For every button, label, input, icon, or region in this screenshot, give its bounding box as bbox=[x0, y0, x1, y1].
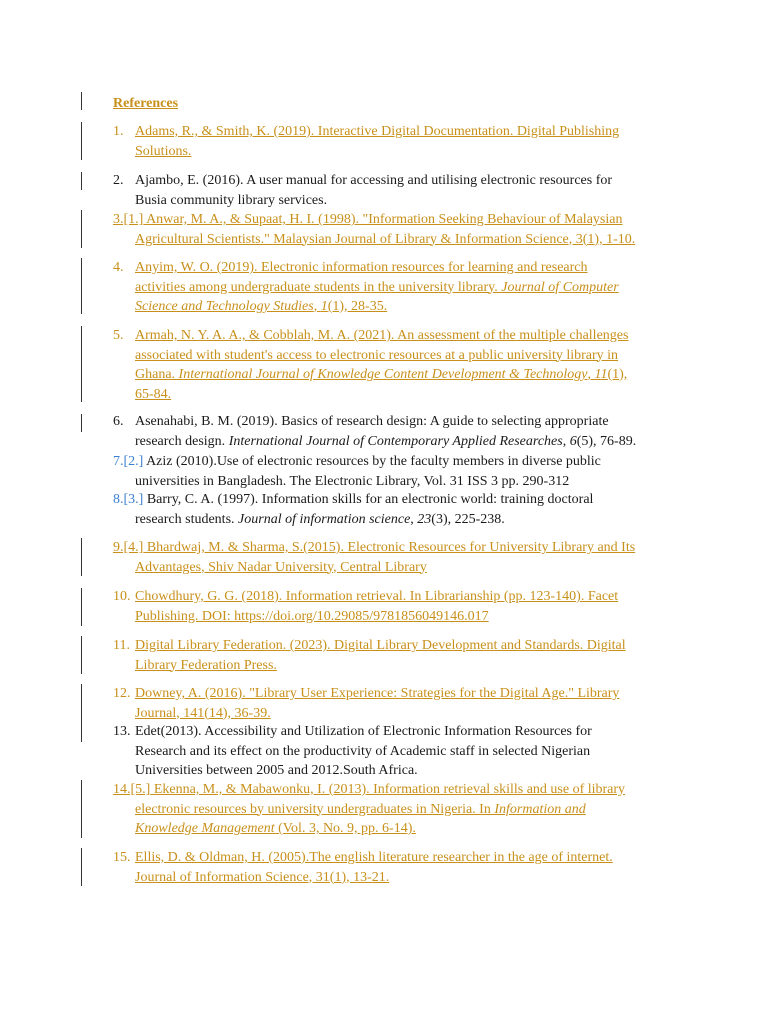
reference-number: 3.[1.] bbox=[113, 212, 144, 227]
change-bar bbox=[81, 210, 82, 248]
reference-text: Digital Library Federation. (2023). Digital Library Development and Standards. Digital bbox=[135, 638, 626, 653]
reference-text: activities among undergraduate students in the university library. bbox=[135, 279, 502, 295]
reference-item bbox=[113, 490, 683, 529]
reference-text: (5), 76-89. bbox=[576, 433, 637, 449]
reference-item bbox=[113, 210, 683, 249]
reference-text: Agricultural Scientists." Malaysian Journal of Library & Information Science, 3(1), 1-10. bbox=[135, 231, 636, 247]
change-bar bbox=[81, 538, 82, 576]
reference-text: , bbox=[410, 511, 418, 527]
reference-number: 14.[5.] bbox=[113, 782, 151, 797]
reference-text: (3), 225-238. bbox=[431, 511, 505, 527]
reference-item bbox=[113, 171, 683, 210]
reference-number: 13. bbox=[113, 724, 131, 739]
reference-item bbox=[113, 722, 683, 781]
reference-text: Anwar, M. A., & Supaat, H. I. (1998). "Information Seeking Behaviour of Malaysian bbox=[146, 212, 623, 227]
reference-text: , bbox=[313, 299, 321, 314]
reference-item bbox=[113, 848, 683, 887]
reference-item bbox=[113, 326, 683, 404]
reference-item bbox=[113, 587, 683, 626]
reference-text: research students. bbox=[135, 511, 239, 527]
reference-text: universities in Bangladesh. The Electronic Library, Vol. 31 ISS 3 pp. 290-312 bbox=[135, 473, 570, 489]
change-bar bbox=[81, 258, 82, 314]
journal-title: Knowledge Management bbox=[135, 821, 275, 836]
change-bar bbox=[81, 92, 82, 110]
reference-text: Barry, C. A. (1997). Information skills for an electronic world: training doctoral bbox=[146, 492, 594, 507]
reference-item bbox=[113, 452, 683, 491]
references-heading: References bbox=[113, 96, 179, 111]
change-bar bbox=[81, 326, 82, 402]
reference-number: 8.[3.] bbox=[113, 492, 144, 507]
reference-text: (1), bbox=[607, 367, 628, 382]
volume: 23 bbox=[417, 511, 432, 527]
journal-title: International Journal of Knowledge Content Development & Technology bbox=[178, 367, 588, 382]
reference-number: 6. bbox=[113, 414, 124, 429]
reference-item bbox=[113, 780, 683, 839]
reference-text: Bhardwaj, M. & Sharma, S.(2015). Electronic Resources for University Library and Its bbox=[146, 540, 636, 555]
reference-text: Research and its effect on the productivity of Academic staff in selected Nigerian bbox=[135, 743, 591, 759]
reference-text: (Vol. 3, No. 9, pp. 6-14). bbox=[274, 821, 416, 836]
reference-item bbox=[113, 122, 683, 161]
reference-text: Journal, 141(14), 36-39. bbox=[135, 705, 271, 721]
reference-text: Chowdhury, G. G. (2018). Information retrieval. In Librarianship (pp. 123-140). Facet bbox=[135, 589, 619, 604]
change-bar bbox=[81, 414, 82, 432]
journal-title: International Journal of Contemporary Applied Researches bbox=[228, 433, 563, 449]
reference-text: Universities between 2005 and 2012.South Africa. bbox=[135, 763, 418, 778]
reference-text: Ghana. bbox=[135, 367, 179, 382]
volume: 6 bbox=[569, 433, 577, 449]
reference-item bbox=[113, 684, 683, 723]
volume: 1 bbox=[320, 299, 328, 314]
reference-number: 1. bbox=[113, 124, 124, 139]
reference-text: Armah, N. Y. A. A., & Cobblah, M. A. (2021). An assessment of the multiple challenges bbox=[135, 328, 629, 343]
reference-text: Adams, R., & Smith, K. (2019). Interactive Digital Documentation. Digital Publishing bbox=[135, 124, 620, 139]
reference-text: Downey, A. (2016). "Library User Experience: Strategies for the Digital Age." Library bbox=[135, 686, 620, 701]
change-bar bbox=[81, 780, 82, 838]
reference-text: Journal of Information Science, 31(1), 13-21. bbox=[135, 869, 390, 885]
reference-text: Ellis, D. & Oldman, H. (2005).The english literature researcher in the age of internet. bbox=[135, 850, 613, 865]
reference-text: Publishing. DOI: https://doi.org/10.29085/9781856049146.017 bbox=[135, 608, 489, 624]
reference-text: research design. bbox=[135, 433, 229, 449]
reference-number: 11. bbox=[113, 638, 130, 653]
reference-item bbox=[113, 258, 683, 317]
reference-text: Advantages, Shiv Nadar University, Central Library bbox=[135, 559, 427, 575]
reference-text: Library Federation Press. bbox=[135, 657, 277, 673]
reference-text: , bbox=[562, 433, 570, 449]
reference-number: 7.[2.] bbox=[113, 454, 144, 469]
change-bar bbox=[81, 122, 82, 160]
change-bar bbox=[81, 172, 82, 190]
reference-text: , bbox=[587, 367, 595, 382]
reference-text: Busia community library services. bbox=[135, 192, 328, 208]
reference-number: 2. bbox=[113, 173, 124, 188]
reference-text: (1), 28-35. bbox=[327, 299, 388, 314]
reference-text: Asenahabi, B. M. (2019). Basics of research design: A guide to selecting appropriate bbox=[135, 414, 609, 429]
reference-text: Ekenna, M., & Mabawonku, I. (2013). Information retrieval skills and use of library bbox=[153, 782, 626, 797]
change-bar bbox=[81, 636, 82, 674]
change-bar bbox=[81, 588, 82, 626]
change-bar bbox=[81, 684, 82, 742]
journal-title: Science and Technology Studies bbox=[135, 299, 314, 314]
reference-text: Aziz (2010).Use of electronic resources by the faculty members in diverse public bbox=[146, 454, 601, 469]
reference-text: Ajambo, E. (2016). A user manual for accessing and utilising electronic resources for bbox=[135, 173, 613, 188]
reference-text: Edet(2013). Accessibility and Utilization of Electronic Information Resources for bbox=[135, 724, 592, 739]
reference-text: Solutions. bbox=[135, 143, 192, 159]
reference-text: 65-84. bbox=[135, 386, 172, 402]
reference-text: electronic resources by university undergraduates in Nigeria. In bbox=[135, 801, 495, 817]
reference-number: 4. bbox=[113, 260, 124, 275]
reference-number: 15. bbox=[113, 850, 131, 865]
reference-text: Anyim, W. O. (2019). Electronic information resources for learning and research bbox=[135, 260, 588, 275]
change-bar bbox=[81, 848, 82, 886]
reference-item bbox=[113, 538, 683, 577]
reference-text: associated with student's access to electronic resources at a public university library in bbox=[135, 347, 619, 363]
reference-item bbox=[113, 636, 683, 675]
journal-title: Journal of information science bbox=[238, 511, 411, 527]
journal-title: Journal of Computer bbox=[501, 279, 619, 295]
reference-number: 9.[4.] bbox=[113, 540, 144, 555]
volume: 11 bbox=[594, 367, 608, 382]
reference-item bbox=[113, 412, 683, 451]
reference-number: 10. bbox=[113, 589, 131, 604]
journal-title: Information and bbox=[494, 801, 586, 817]
reference-number: 5. bbox=[113, 328, 124, 343]
reference-number: 12. bbox=[113, 686, 131, 701]
